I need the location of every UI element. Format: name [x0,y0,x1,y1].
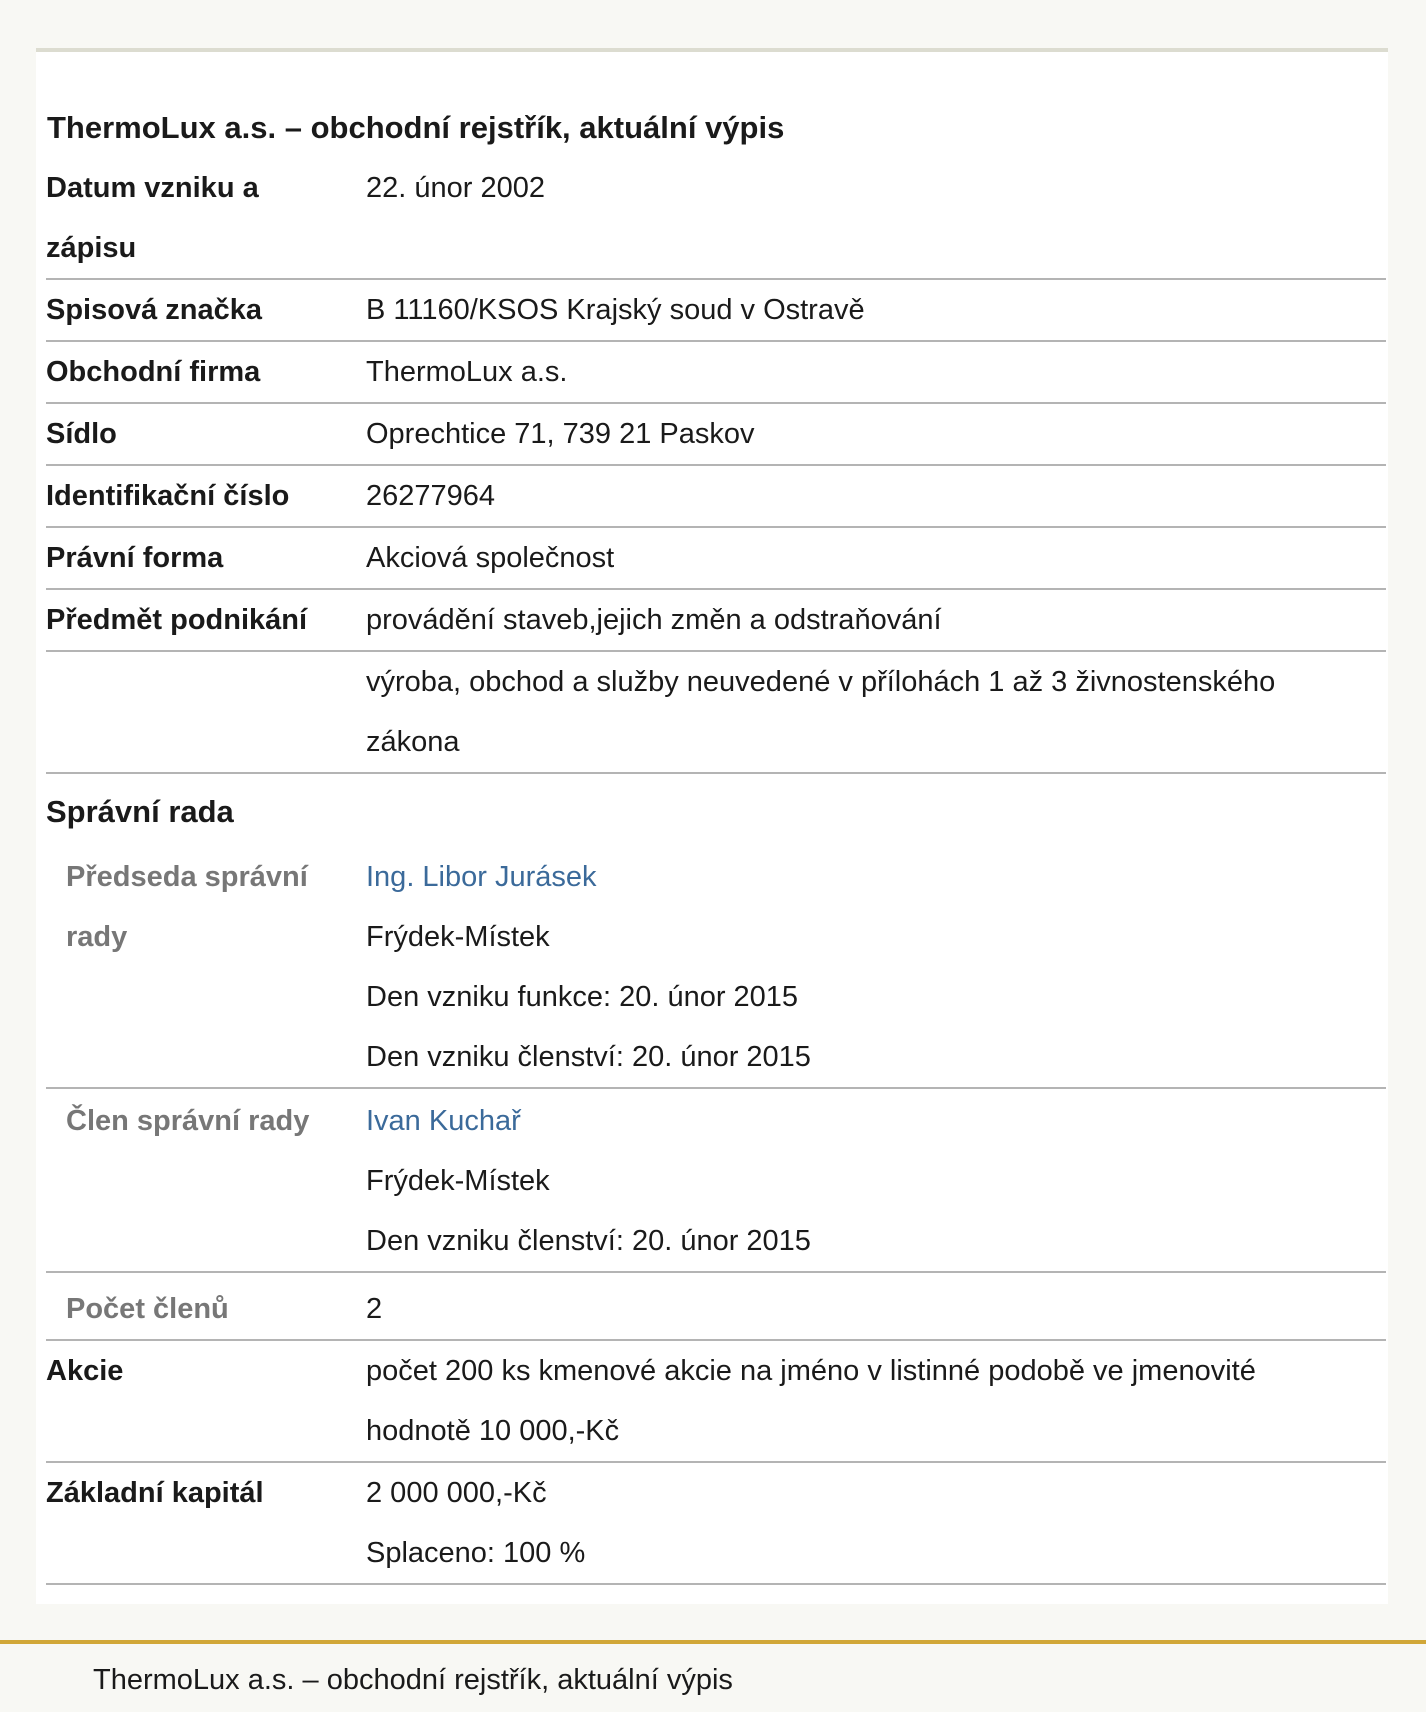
legal-form-value: Akciová společnost [366,542,615,574]
register-row-file-number [46,280,1386,342]
legal-form-label: Právní forma [46,542,224,574]
register-row-id-number [46,466,1386,528]
register-row-founded [46,158,1386,280]
file-number-label: Spisová značka [46,294,262,326]
capital-amount: 2 000 000,-Kč [366,1477,547,1509]
chair-name-link[interactable]: Ing. Libor Jurásek [366,861,597,893]
board-member-regular [46,1089,1386,1273]
file-number-value: B 11160/KSOS Krajský soud v Ostravě [366,294,865,326]
founded-value: 22. únor 2002 [366,172,545,204]
register-table [46,158,1386,1585]
capital-paid: Splaceno: 100 % [366,1537,586,1569]
chair-details [366,845,1386,1087]
id-number-label: Identifikační číslo [46,480,290,512]
id-number-value: 26277964 [366,480,496,512]
seat-label: Sídlo [46,418,117,450]
shares-value: počet 200 ks kmenové akcie na jméno v listinné podobě ve jmenovité hodnotě 10 000,-Kč [366,1355,1256,1447]
register-row-legal-form [46,528,1386,590]
company-name-value: ThermoLux a.s. [366,356,568,388]
capital-label: Základní kapitál [46,1477,264,1509]
chair-membership-since: Den vzniku členství: 20. únor 2015 [366,1041,811,1073]
company-name-label: Obchodní firma [46,356,261,388]
capital-details [366,1463,1386,1583]
shares-label: Akcie [46,1355,124,1387]
business-activity-item: výroba, obchod a služby neuvedené v přílohách 1 až 3 živnostenského zákona [366,666,1276,758]
chair-city: Frýdek-Místek [366,921,550,953]
member-city: Frýdek-Místek [366,1165,550,1197]
member-name-link[interactable]: Ivan Kuchař [366,1105,521,1137]
chair-function-since: Den vzniku funkce: 20. únor 2015 [366,981,799,1013]
member-count-label: Počet členů [66,1293,229,1325]
register-row-capital [46,1463,1386,1585]
board-member-count [46,1273,1386,1341]
business-activity-label: Předmět podnikání [46,604,308,636]
register-card [36,48,1388,1604]
page-footer [0,1640,1426,1712]
board-heading: Správní rada [46,794,234,829]
seat-value: Oprechtice 71, 739 21 Paskov [366,418,755,450]
register-row-shares [46,1341,1386,1463]
business-activity-item: provádění staveb,jejich změn a odstraňování [366,604,942,636]
register-row-business-activity [46,590,1386,652]
register-row-company-name [46,342,1386,404]
register-row-business-activity-2 [46,652,1386,774]
member-details [366,1089,1386,1271]
footer-title: ThermoLux a.s. – obchodní rejstřík, aktuální výpis [93,1664,733,1696]
member-count-value: 2 [366,1293,383,1325]
board-member-chair [46,845,1386,1089]
register-row-seat [46,404,1386,466]
member-role-label: Člen správní rady [66,1105,310,1137]
founded-label: Datum vzniku a zápisu [46,172,259,264]
chair-role-label: Předseda správní rady [66,861,308,953]
business-activity-empty-label [46,652,366,772]
member-membership-since: Den vzniku členství: 20. únor 2015 [366,1225,811,1257]
page-title: ThermoLux a.s. – obchodní rejstřík, aktuální výpis [47,110,785,145]
